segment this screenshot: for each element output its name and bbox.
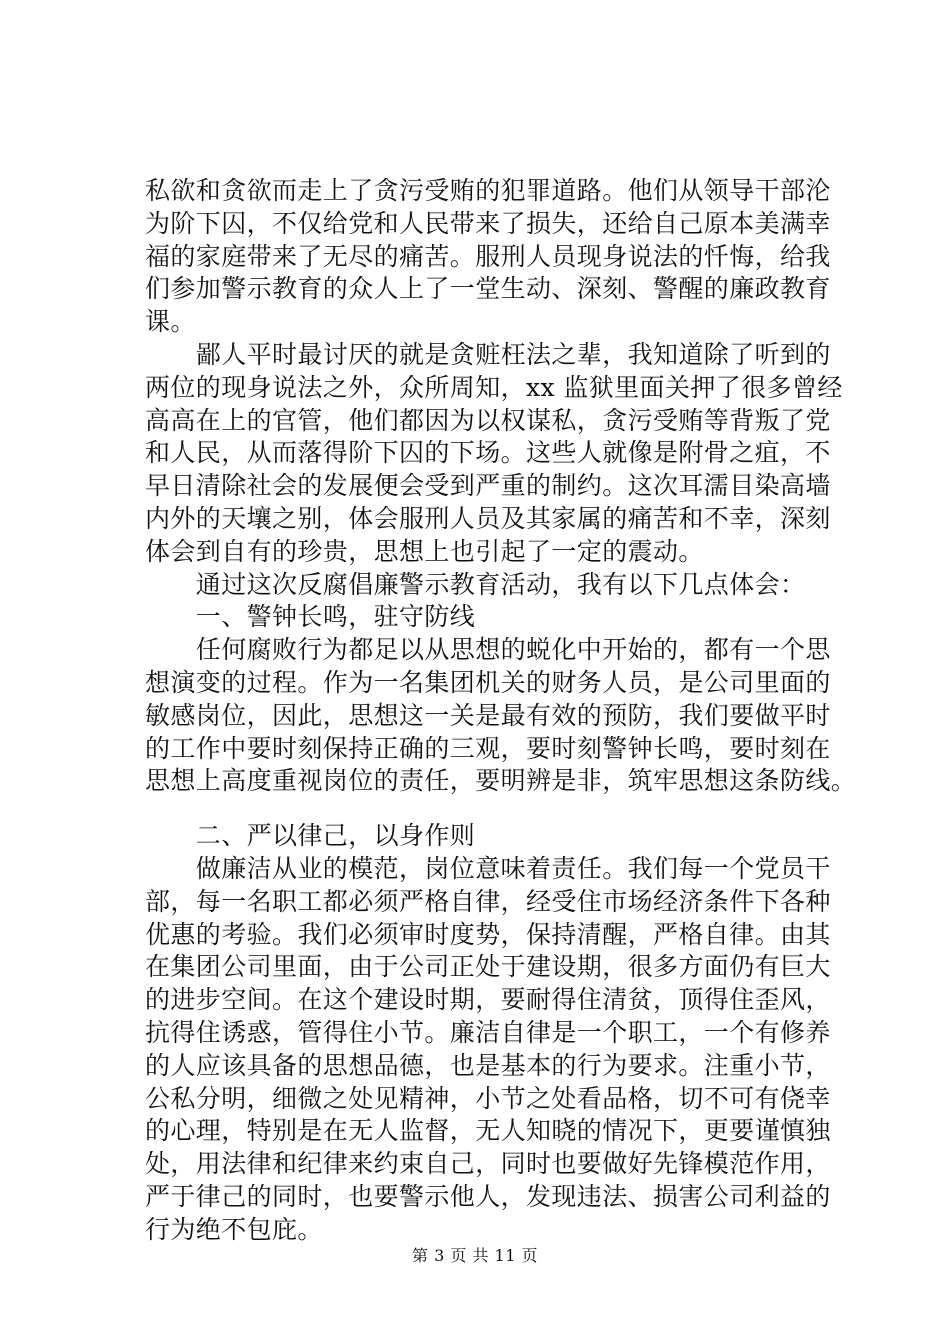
text-line: 内外的天壤之别，体会服刑人员及其家属的痛苦和不幸，深刻 <box>145 503 831 533</box>
text-line: 早日清除社会的发展便会受到严重的制约。这次耳濡目染高墙 <box>145 471 831 501</box>
text-line: 和人民，从而落得阶下囚的下场。这些人就像是附骨之疽，不 <box>145 438 831 468</box>
text-line: 的工作中要时刻保持正确的三观，要时刻警钟长鸣，要时刻在 <box>145 733 831 763</box>
text-line: 课。 <box>145 307 196 337</box>
text-line: 部，每一名职工都必须严格自律，经受住市场经济条件下各种 <box>145 886 831 916</box>
text-line: 严于律己的同时，也要警示他人，发现违法、损害公司利益的 <box>145 1181 831 1211</box>
text-line: 体会到自有的珍贵，思想上也引起了一定的震动。 <box>145 536 704 566</box>
text-line: 公私分明，细微之处见精神，小节之处看品格，切不可有侥幸 <box>145 1083 831 1113</box>
section-heading: 一、警钟长鸣，驻守防线 <box>145 602 476 632</box>
text-line: 在集团公司里面，由于公司正处于建设期，很多方面仍有巨大 <box>145 952 831 982</box>
text-line: 的进步空间。在这个建设时期，要耐得住清贫，顶得住歪风， <box>145 985 831 1015</box>
paragraph-gap <box>145 798 845 820</box>
text-line: 抗得住诱惑，管得住小节。廉洁自律是一个职工，一个有修养 <box>145 1017 831 1047</box>
text-line: 高高在上的官管，他们都因为以权谋私，贪污受贿等背叛了党 <box>145 405 831 435</box>
text-line: 通过这次反腐倡廉警示教育活动，我有以下几点体会： <box>145 569 806 599</box>
body-text <box>145 175 857 1247</box>
text-line: 鄙人平时最讨厌的就是贪赃枉法之辈，我知道除了听到的 <box>145 339 831 369</box>
text-line: 为阶下囚，不仅给党和人民带来了损失，还给自己原本美满幸 <box>145 208 831 238</box>
text-line: 的心理，特别是在无人监督，无人知晓的情况下，更要谨慎独 <box>145 1116 831 1146</box>
text-line: 敏感岗位，因此，思想这一关是最有效的预防，我们要做平时 <box>145 700 831 730</box>
text-line: 行为绝不包庇。 <box>145 1214 323 1244</box>
section-heading: 二、严以律己，以身作则 <box>145 821 476 851</box>
text-line: 们参加警示教育的众人上了一堂生动、深刻、警醒的廉政教育 <box>145 274 831 304</box>
text-line: 优惠的考验。我们必须审时度势，保持清醒，严格自律。由其 <box>145 919 831 949</box>
text-line: 的人应该具备的思想品德，也是基本的行为要求。注重小节， <box>145 1050 831 1080</box>
text-line: 私欲和贪欲而走上了贪污受贿的犯罪道路。他们从领导干部沦 <box>145 176 831 205</box>
text-line: 两位的现身说法之外，众所周知，xx 监狱里面关押了很多曾经 <box>145 372 843 402</box>
text-line: 做廉洁从业的模范，岗位意味着责任。我们每一个党员干 <box>145 853 831 883</box>
text-line: 思想上高度重视岗位的责任，要明辨是非，筑牢思想这条防线。 <box>145 766 857 796</box>
text-line: 处，用法律和纪律来约束自己，同时也要做好先锋模范作用， <box>145 1149 831 1179</box>
text-line: 任何腐败行为都足以从思想的蜕化中开始的，都有一个思 <box>145 635 831 665</box>
text-line: 福的家庭带来了无尽的痛苦。服刑人员现身说法的忏悔，给我 <box>145 241 831 271</box>
text-line: 想演变的过程。作为一名集团机关的财务人员，是公司里面的 <box>145 667 831 697</box>
page-number-footer: 第 3 页 共 11 页 <box>412 1246 538 1265</box>
